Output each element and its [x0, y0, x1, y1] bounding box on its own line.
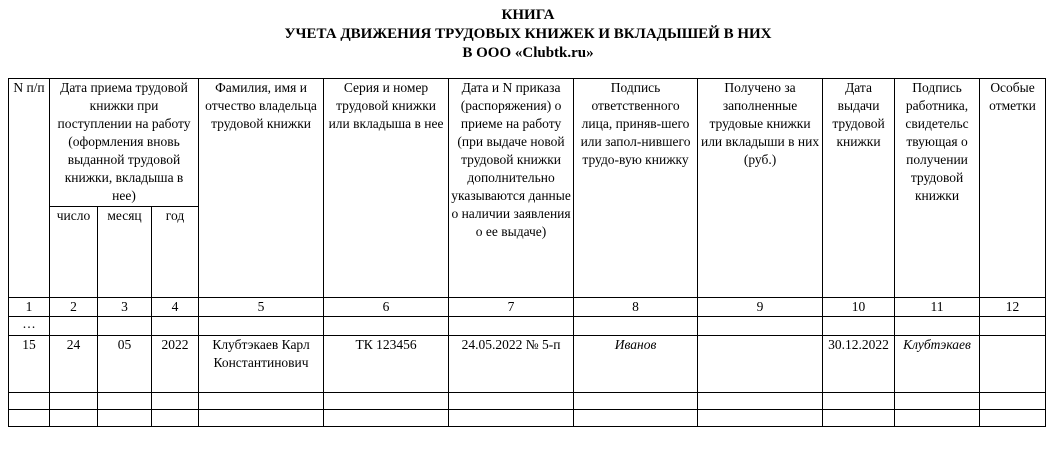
entry-employee-signature: Клубтэкаев: [895, 336, 980, 393]
empty-cell: [574, 393, 698, 410]
entry-day: 24: [50, 336, 98, 393]
empty-cell: [698, 393, 823, 410]
empty-row: [9, 410, 1046, 427]
column-number: 7: [449, 298, 574, 317]
entry-issue-date: 30.12.2022: [823, 336, 895, 393]
col-header-notes: Особые отметки: [980, 79, 1046, 298]
entry-book-series: ТК 123456: [324, 336, 449, 393]
column-number: 2: [50, 298, 98, 317]
header-row: [9, 79, 1046, 207]
empty-cell: [823, 317, 895, 336]
empty-cell: [199, 393, 324, 410]
empty-cell: [895, 317, 980, 336]
col-header-responsible-signature: Подпись ответственного лица, приняв-шего или запол-нившего трудо-вую книжку: [574, 79, 698, 298]
column-number: 6: [324, 298, 449, 317]
entry-amount: [698, 336, 823, 393]
col-header-employee-signature: Подпись работника, свидетельс твующая о получении трудовой книжки: [895, 79, 980, 298]
document-title: КНИГА: [501, 7, 555, 23]
entry-month: 05: [98, 336, 152, 393]
empty-cell: [50, 317, 98, 336]
column-number: 4: [152, 298, 199, 317]
empty-cell: [980, 410, 1046, 427]
col-header-book-series: Серия и номер трудовой книжки или вкладыша в нее: [324, 79, 449, 298]
empty-cell: [199, 410, 324, 427]
empty-cell: [449, 393, 574, 410]
col-header-number: N п/п: [9, 79, 50, 298]
col-header-receipt-date: Дата приема трудовой книжки при поступлении на работу (оформления вновь выданной трудовой книжки, вкладыша в нее): [50, 79, 199, 207]
empty-cell: [98, 393, 152, 410]
empty-cell: [698, 410, 823, 427]
document-subtitle: УЧЕТА ДВИЖЕНИЯ ТРУДОВЫХ КНИЖЕК И ВКЛАДЫШЕЙ В НИХ: [284, 26, 772, 42]
ellipsis-cell: …: [9, 317, 50, 336]
empty-cell: [9, 410, 50, 427]
empty-cell: [324, 393, 449, 410]
column-number: 5: [199, 298, 324, 317]
empty-cell: [50, 393, 98, 410]
empty-cell: [9, 393, 50, 410]
empty-cell: [324, 410, 449, 427]
empty-cell: [50, 410, 98, 427]
empty-cell: [449, 317, 574, 336]
empty-cell: [895, 393, 980, 410]
column-number: 8: [574, 298, 698, 317]
col-header-issue-date: Дата выдачи трудовой книжки: [823, 79, 895, 298]
empty-cell: [698, 317, 823, 336]
organization-name: В ООО «Clubtk.ru»: [462, 45, 594, 61]
ellipsis-row: [9, 317, 1046, 336]
column-number: 10: [823, 298, 895, 317]
entry-owner-name: Клубтэкаев Карл Константинович: [199, 336, 324, 393]
empty-cell: [823, 393, 895, 410]
column-number: 9: [698, 298, 823, 317]
entry-number: 15: [9, 336, 50, 393]
journal-table: [8, 78, 1046, 427]
entry-notes: [980, 336, 1046, 393]
col-header-owner-name: Фамилия, имя и отчество владельца трудовой книжки: [199, 79, 324, 298]
empty-cell: [152, 393, 199, 410]
empty-cell: [98, 410, 152, 427]
empty-cell: [449, 410, 574, 427]
entry-responsible-signature: Иванов: [574, 336, 698, 393]
empty-cell: [98, 317, 152, 336]
col-header-order: Дата и N приказа (распоряжения) о приеме на работу (при выдаче новой трудовой книжки дополнительно указываются данные о наличии заявления о ее выдаче): [449, 79, 574, 298]
empty-cell: [980, 317, 1046, 336]
empty-cell: [574, 410, 698, 427]
document-header: [0, 6, 1056, 63]
entry-order: 24.05.2022 № 5-п: [449, 336, 574, 393]
col-header-amount: Получено за заполненные трудовые книжки или вкладыши в них (руб.): [698, 79, 823, 298]
empty-cell: [152, 317, 199, 336]
empty-cell: [980, 393, 1046, 410]
empty-cell: [152, 410, 199, 427]
empty-cell: [895, 410, 980, 427]
empty-cell: [324, 317, 449, 336]
empty-cell: [823, 410, 895, 427]
column-number: 1: [9, 298, 50, 317]
table-row: [9, 336, 1046, 393]
empty-cell: [574, 317, 698, 336]
empty-row: [9, 393, 1046, 410]
column-number: 11: [895, 298, 980, 317]
column-numbers-row: [9, 298, 1046, 317]
col-header-day: число: [50, 207, 98, 298]
column-number: 12: [980, 298, 1046, 317]
empty-cell: [199, 317, 324, 336]
entry-year: 2022: [152, 336, 199, 393]
column-number: 3: [98, 298, 152, 317]
col-header-month: месяц: [98, 207, 152, 298]
col-header-year: год: [152, 207, 199, 298]
